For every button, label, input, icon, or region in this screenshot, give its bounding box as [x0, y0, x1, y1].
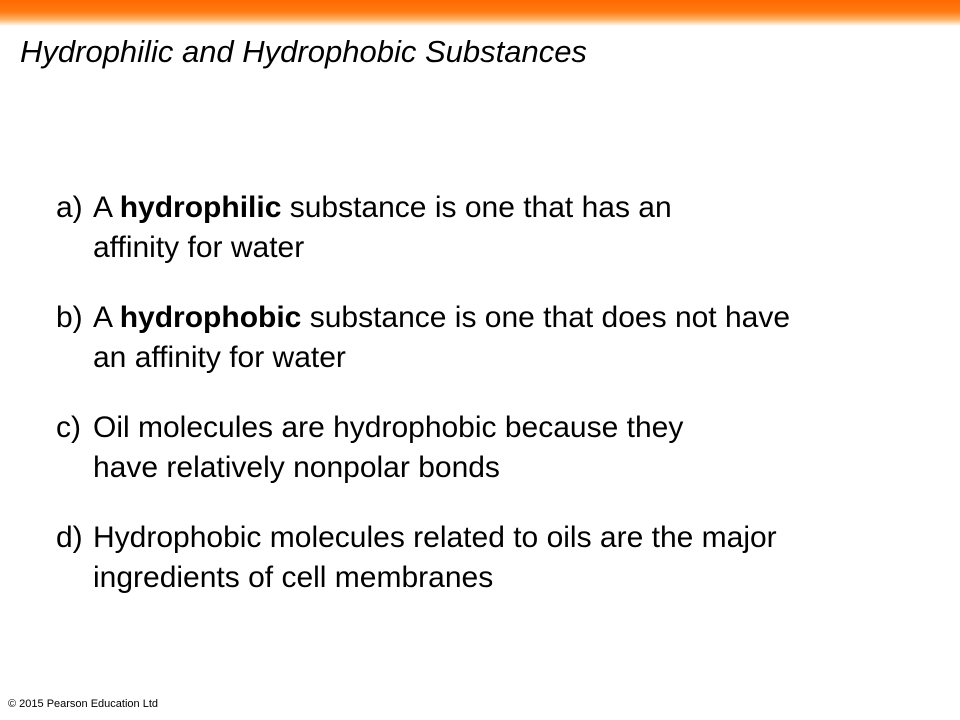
- slide-title: Hydrophilic and Hydrophobic Substances: [20, 34, 587, 69]
- header-accent-bar: [0, 0, 960, 26]
- bullet-marker: d): [56, 521, 83, 554]
- bullet-marker: b): [56, 301, 83, 334]
- bullet-line2: have relatively nonpolar bonds: [93, 451, 500, 484]
- bullet-line1: Oil molecules are hydrophobic because they: [93, 411, 684, 444]
- bullet-item-c: [56, 408, 916, 488]
- bullet-line2: an affinity for water: [93, 341, 346, 374]
- bullet-line2: affinity for water: [93, 231, 305, 264]
- bullet-text: [93, 408, 916, 488]
- bullet-line1-prefix: A: [93, 191, 120, 224]
- bullet-key-term: hydrophilic: [119, 191, 282, 224]
- bullet-list: [56, 188, 916, 628]
- bullet-item-a: [56, 188, 916, 268]
- bullet-item-b: [56, 298, 916, 378]
- bullet-key-term: hydrophobic: [119, 301, 302, 334]
- copyright-notice: © 2015 Pearson Education Ltd: [8, 698, 158, 710]
- bullet-marker: a): [56, 191, 83, 224]
- bullet-text: [93, 518, 916, 598]
- bullet-text: [93, 298, 916, 378]
- bullet-item-d: [56, 518, 916, 598]
- bullet-line1-suffix: substance is one that does not have: [301, 301, 791, 334]
- bullet-line1-suffix: substance is one that has an: [281, 191, 672, 224]
- bullet-line1: Hydrophobic molecules related to oils are the major: [93, 521, 777, 554]
- bullet-marker: c): [56, 411, 81, 444]
- bullet-text: [93, 188, 916, 268]
- bullet-line1-prefix: A: [93, 301, 120, 334]
- bullet-line2: ingredients of cell membranes: [93, 561, 494, 594]
